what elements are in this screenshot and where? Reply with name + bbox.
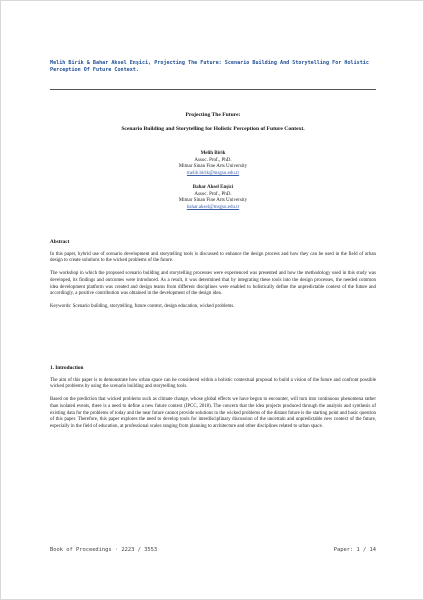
- introduction-heading: 1. Introduction: [50, 365, 84, 371]
- introduction-paragraph: The aim of this paper is to demonstrate how urban space can be considered within a holistic contextual proposal to build a vision of the future and confront possible wicked problems by using the scenario building and storytelling tools.: [50, 377, 376, 390]
- author-role: Assoc. Prof., PhD.: [194, 191, 232, 197]
- author-role: Assoc. Prof., PhD.: [194, 157, 232, 163]
- keywords: Keywords: Scenario building, storytelling, future context, design education, wicked problems.: [50, 303, 235, 309]
- introduction-section: [50, 365, 376, 437]
- author-email-link[interactable]: bahar.aksel@msgsu.edu.tr: [186, 204, 240, 210]
- author-affiliation: Mimar Sinan Fine Arts University: [178, 198, 248, 204]
- title-block: [50, 111, 376, 133]
- author-email-link[interactable]: melih.birik@msgsu.edu.tr: [186, 170, 240, 176]
- footer-page-number: Paper: 1 / 14: [333, 547, 376, 553]
- abstract-paragraph: In this paper, hybrid use of scenario development and storytelling tools is discussed to enhance the design process and how they can be used in the field of urban design to create solutions to the wicked problems of the future.: [50, 251, 376, 264]
- author-block-2: [50, 185, 376, 211]
- running-head: Melih Birik & Bahar Aksel Enşici, Projecting The Future: Scenario Building And Storytelling For Holistic Perception Of Future Context.: [50, 60, 369, 73]
- abstract-heading: Abstract: [50, 239, 70, 245]
- paper-subtitle: Scenario Building and Storytelling for Holistic Perception of Future Context.: [121, 126, 305, 132]
- author-name: Melih Birik: [200, 151, 226, 156]
- abstract-paragraph: The workshop in which the proposed scenario building and storytelling processes were experienced was presented and how the methodology used in this study was developed, its findings and outcomes were introduced. As a result, it was determined that by integrating these tools into the design processes, the needed common idea development platform was created and design teams from different disciplines were enabled to holistically define the unpredictable context of the future and accordingly, a positive contribution was obtained in the development of the design idea.: [50, 271, 376, 297]
- footer-proceedings: Book of Proceedings · 2223 / 3553: [50, 547, 158, 553]
- abstract-section: [50, 239, 376, 317]
- header-rule: [50, 89, 376, 90]
- introduction-paragraph: Based on the prediction that wicked problems such as climate change, whose global effects we have begun to encounter, will turn into continuous phenomena rather than isolated events, there is a need to define a new future context (IPCC, 2018). The concern that the idea projects produced through the analysis and synthesis of existing data for the problems of today and the near future cannot provide solutions to the wicked problems of the distant future is the starting point and basic question of this paper. Therefore, this paper explores the need to develop tools for interdisciplinary discussion of the uncertain and unpredictable new context of the future, especially in the field of education, at professional scales ranging from planning to architecture and other disciplines related to urban space.: [50, 397, 376, 429]
- author-name: Bahar Aksel Enşici: [192, 185, 234, 190]
- paper-title: Projecting The Future:: [185, 112, 241, 118]
- author-block-1: [50, 151, 376, 177]
- author-affiliation: Mimar Sinan Fine Arts University: [178, 164, 248, 170]
- page-footer: [50, 547, 376, 553]
